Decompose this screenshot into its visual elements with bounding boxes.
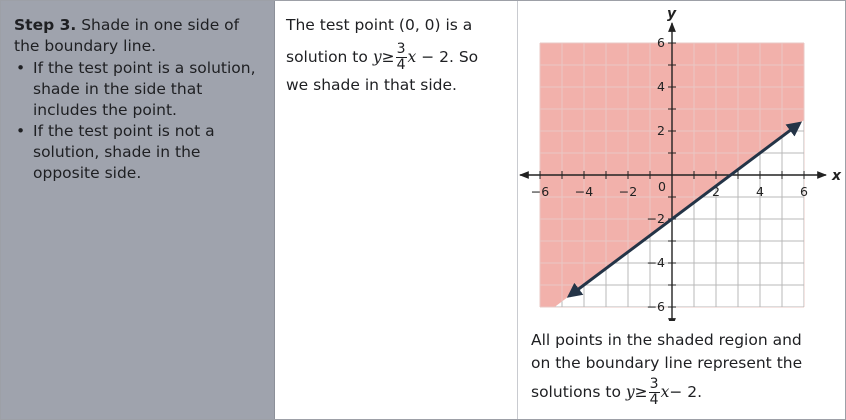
step-label: Step 3. xyxy=(14,16,77,34)
relation-symbol: ≥ xyxy=(381,48,395,66)
relation-symbol: ≥ xyxy=(634,383,648,401)
explanation-column xyxy=(275,1,518,419)
x-tick-label: 6 xyxy=(800,184,808,199)
explanation-text: solution to xyxy=(286,48,368,66)
explanation-line: we shade in that side. xyxy=(286,76,457,94)
fraction-denominator: 4 xyxy=(396,57,406,73)
explanation-inequality xyxy=(286,39,507,75)
inequality-graph xyxy=(518,1,845,321)
bullet-icon: • xyxy=(16,59,26,77)
variable-x: x xyxy=(407,48,417,66)
x-tick-label: 2 xyxy=(712,184,720,199)
origin-label: 0 xyxy=(658,179,666,194)
fraction xyxy=(396,42,407,73)
graph-caption xyxy=(531,329,831,409)
variable-y: y xyxy=(625,383,635,401)
step-title: Shade in one side of the boundary line. xyxy=(14,16,240,55)
graph-column xyxy=(518,1,845,419)
variable-x: x xyxy=(660,383,670,401)
bullet-text: If the test point is a solution, shade in the side that includes the point. xyxy=(33,59,256,119)
x-tick-label: −4 xyxy=(574,184,594,199)
bullet-text: If the test point is not a solution, shade in the opposite side. xyxy=(33,122,215,182)
y-tick-label: 4 xyxy=(657,79,665,94)
step-bullet xyxy=(14,58,262,121)
step-bullet xyxy=(14,121,262,184)
fraction xyxy=(649,377,660,408)
step-bullet-list xyxy=(14,58,262,184)
caption-text: − 2. xyxy=(669,383,703,401)
x-tick-label: −2 xyxy=(618,184,638,199)
caption-inequality xyxy=(531,375,831,409)
fraction-denominator: 4 xyxy=(649,392,659,408)
y-tick-label: 2 xyxy=(657,123,665,138)
y-tick-label: −6 xyxy=(646,299,665,314)
fraction-numerator: 3 xyxy=(649,376,659,392)
fraction-numerator: 3 xyxy=(396,41,406,57)
y-tick-label: −2 xyxy=(646,211,665,226)
y-tick-label: 6 xyxy=(657,35,665,50)
explanation-text: − 2. So xyxy=(421,48,479,66)
step-heading xyxy=(14,15,262,57)
x-axis-label: x xyxy=(832,168,842,184)
y-tick-label: −4 xyxy=(646,255,665,270)
y-axis-label: y xyxy=(667,6,677,22)
x-tick-label: −6 xyxy=(530,184,550,199)
variable-y: y xyxy=(372,48,382,66)
caption-line: All points in the shaded region and xyxy=(531,331,802,349)
caption-line: on the boundary line represent the xyxy=(531,354,803,372)
step-column xyxy=(1,1,275,419)
bullet-icon: • xyxy=(16,122,26,140)
explanation-line: The test point (0, 0) is a xyxy=(286,16,473,34)
caption-text: solutions to xyxy=(531,383,621,401)
x-tick-label: 4 xyxy=(756,184,764,199)
